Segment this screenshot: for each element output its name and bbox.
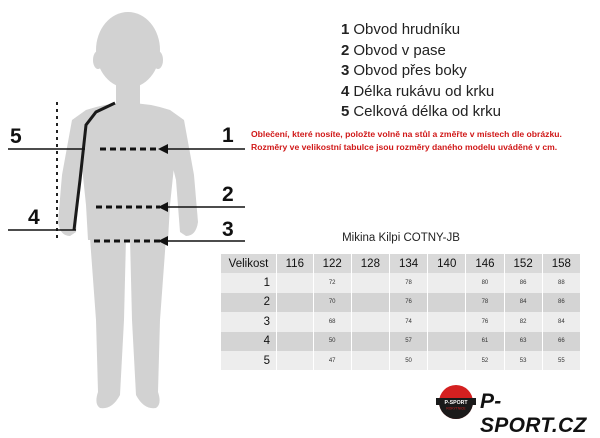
header-label: Velikost [221, 254, 277, 273]
table-cell [351, 351, 389, 370]
row-label: 3 [221, 312, 277, 331]
table-cell: 78 [389, 273, 427, 292]
table-cell [277, 351, 314, 370]
table-row [221, 351, 581, 370]
table-cell: 76 [466, 312, 504, 331]
table-cell [351, 312, 389, 331]
table-cell: 53 [504, 351, 542, 370]
table-cell: 84 [542, 312, 580, 331]
header-size: 134 [389, 254, 427, 273]
table-cell: 82 [504, 312, 542, 331]
row-label: 5 [221, 351, 277, 370]
table-cell: 57 [389, 332, 427, 351]
header-size: 116 [277, 254, 314, 273]
child-silhouette [58, 12, 198, 408]
legend-item: 2 Obvod v pase [341, 41, 446, 59]
marker-5: 5 [10, 125, 22, 148]
table-cell: 50 [389, 351, 427, 370]
table-cell [277, 273, 314, 292]
table-cell [428, 293, 466, 312]
table-cell [428, 332, 466, 351]
table-title: Mikina Kilpi COTNY-JB [342, 232, 460, 244]
table-cell: 52 [466, 351, 504, 370]
legend-item: 1 Obvod hrudníku [341, 21, 461, 38]
marker-2: 2 [222, 183, 234, 206]
table-cell: 84 [504, 293, 542, 312]
table-cell [428, 351, 466, 370]
legend-item: 4 Délka rukávu od krku [341, 82, 495, 100]
table-cell [351, 273, 389, 292]
header-size: 122 [313, 254, 351, 273]
svg-text:ROKYTNICE: ROKYTNICE [446, 406, 466, 411]
table-cell [277, 332, 314, 351]
table-cell [351, 293, 389, 312]
table-row [221, 273, 581, 292]
table-cell: 88 [542, 273, 580, 292]
table-row [221, 312, 581, 331]
table-row [221, 332, 581, 351]
table-cell: 86 [542, 293, 580, 312]
instruction-line-2: Rozměry ve velikostní tabulce jsou rozměry daného modelu uváděné v cm. [251, 142, 558, 152]
table-cell: 63 [504, 332, 542, 351]
header-size: 152 [504, 254, 542, 273]
table-cell: 61 [466, 332, 504, 351]
legend-item: 5 Celková délka od krku [341, 103, 501, 120]
table-cell: 76 [389, 293, 427, 312]
table-cell [277, 293, 314, 312]
table-cell [351, 332, 389, 351]
row-label: 2 [221, 293, 277, 312]
marker-3: 3 [222, 218, 234, 241]
table-cell [428, 312, 466, 331]
header-size: 140 [428, 254, 466, 273]
svg-text:P-SPORT: P-SPORT [444, 399, 468, 406]
table-cell: 70 [313, 293, 351, 312]
table-row [221, 293, 581, 312]
table-cell: 78 [466, 293, 504, 312]
table-cell: 66 [542, 332, 580, 351]
p-sport-logo-text: P-SPORT.CZ [480, 390, 587, 437]
table-cell: 74 [389, 312, 427, 331]
measurement-instructions [251, 128, 596, 154]
header-size: 146 [466, 254, 504, 273]
p-sport-logo-badge [434, 384, 478, 420]
marker-4: 4 [28, 206, 40, 229]
measurement-legend [341, 20, 501, 123]
table-cell: 47 [313, 351, 351, 370]
header-size: 128 [351, 254, 389, 273]
marker-1: 1 [222, 124, 234, 147]
table-cell: 72 [313, 273, 351, 292]
table-cell: 50 [313, 332, 351, 351]
header-size: 158 [542, 254, 580, 273]
table-cell: 80 [466, 273, 504, 292]
row-label: 1 [221, 273, 277, 292]
table-cell [428, 273, 466, 292]
table-cell: 68 [313, 312, 351, 331]
table-cell: 86 [504, 273, 542, 292]
size-table [221, 254, 581, 370]
row-label: 4 [221, 332, 277, 351]
legend-item: 3 Obvod přes boky [341, 62, 467, 79]
instruction-line-1: Oblečení, které nosíte, položte volně na stůl a změřte v místech dle obrázku. [251, 129, 562, 139]
table-header-row [221, 254, 581, 273]
table-cell: 55 [542, 351, 580, 370]
table-cell [277, 312, 314, 331]
